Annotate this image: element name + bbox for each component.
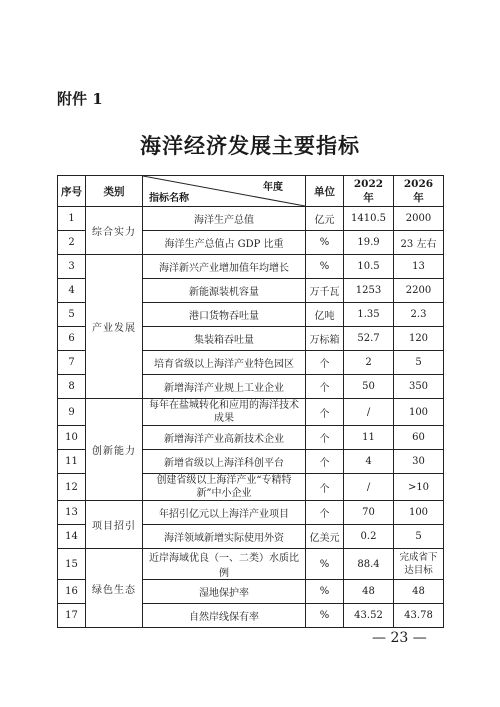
unit-cell: 亿元 bbox=[306, 207, 344, 231]
header-category: 类别 bbox=[86, 176, 143, 207]
category-cell: 综合实力 bbox=[86, 207, 143, 255]
value-2022: / bbox=[344, 474, 394, 501]
row-number: 10 bbox=[58, 426, 86, 450]
row-number: 11 bbox=[58, 450, 86, 474]
table-row bbox=[58, 549, 444, 580]
unit-cell: 亿美元 bbox=[306, 525, 344, 549]
row-number: 6 bbox=[58, 327, 86, 351]
page-number: — 23 — bbox=[372, 630, 427, 646]
header-2022: 2022 年 bbox=[344, 176, 394, 207]
row-number: 3 bbox=[58, 255, 86, 279]
unit-cell: % bbox=[306, 255, 344, 279]
indicator-name: 近岸海域优良（一、二类）水质比例 bbox=[143, 549, 306, 580]
table-row bbox=[58, 501, 444, 525]
indicator-name: 海洋新兴产业增加值年均增长 bbox=[143, 255, 306, 279]
unit-cell: 个 bbox=[306, 450, 344, 474]
header-indicator-year bbox=[143, 176, 306, 207]
category-cell: 创新能力 bbox=[86, 399, 143, 501]
row-number: 9 bbox=[58, 399, 86, 426]
header-indicator: 指标名称 bbox=[149, 193, 189, 204]
table-header-row bbox=[58, 176, 444, 207]
indicator-name: 新能源装机容量 bbox=[143, 279, 306, 303]
value-2022: 19.9 bbox=[344, 231, 394, 255]
value-2026: 5 bbox=[394, 525, 444, 549]
indicator-name: 海洋领域新增实际使用外资 bbox=[143, 525, 306, 549]
value-2026: 120 bbox=[394, 327, 444, 351]
category-cell: 项目招引 bbox=[86, 501, 143, 549]
unit-cell: % bbox=[306, 604, 344, 628]
value-2026: 48 bbox=[394, 580, 444, 604]
attachment-label: 附件 1 bbox=[57, 90, 103, 108]
table-row bbox=[58, 399, 444, 426]
value-2026: 5 bbox=[394, 351, 444, 375]
value-2026: 完成省下达目标 bbox=[394, 549, 444, 580]
row-number: 2 bbox=[58, 231, 86, 255]
indicator-name: 年招引亿元以上海洋产业项目 bbox=[143, 501, 306, 525]
value-2026: 23 左右 bbox=[394, 231, 444, 255]
row-number: 5 bbox=[58, 303, 86, 327]
unit-cell: 个 bbox=[306, 501, 344, 525]
row-number: 4 bbox=[58, 279, 86, 303]
indicator-name: 自然岸线保有率 bbox=[143, 604, 306, 628]
value-2022: / bbox=[344, 399, 394, 426]
row-number: 15 bbox=[58, 549, 86, 580]
category-cell: 绿色生态 bbox=[86, 549, 143, 628]
value-2026: 100 bbox=[394, 501, 444, 525]
unit-cell: 个 bbox=[306, 351, 344, 375]
row-number: 13 bbox=[58, 501, 86, 525]
indicators-table bbox=[57, 175, 444, 628]
row-number: 8 bbox=[58, 375, 86, 399]
unit-cell: % bbox=[306, 549, 344, 580]
indicator-name: 培育省级以上海洋产业特色园区 bbox=[143, 351, 306, 375]
unit-cell: 个 bbox=[306, 426, 344, 450]
indicator-name: 创建省级以上海洋产业“专精特新”中小企业 bbox=[143, 474, 306, 501]
value-2022: 1410.5 bbox=[344, 207, 394, 231]
indicator-name: 海洋生产总值占 GDP 比重 bbox=[143, 231, 306, 255]
unit-cell: % bbox=[306, 580, 344, 604]
unit-cell: 个 bbox=[306, 474, 344, 501]
value-2026: 43.78 bbox=[394, 604, 444, 628]
indicator-name: 每年在盐城转化和应用的海洋技术成果 bbox=[143, 399, 306, 426]
table-row bbox=[58, 255, 444, 279]
unit-cell: 万标箱 bbox=[306, 327, 344, 351]
value-2022: 4 bbox=[344, 450, 394, 474]
value-2026: >10 bbox=[394, 474, 444, 501]
table-row bbox=[58, 207, 444, 231]
header-seq: 序号 bbox=[58, 176, 86, 207]
unit-cell: % bbox=[306, 231, 344, 255]
value-2026: 60 bbox=[394, 426, 444, 450]
row-number: 16 bbox=[58, 580, 86, 604]
indicator-name: 海洋生产总值 bbox=[143, 207, 306, 231]
value-2026: 350 bbox=[394, 375, 444, 399]
value-2022: 52.7 bbox=[344, 327, 394, 351]
indicator-name: 新增海洋产业高新技术企业 bbox=[143, 426, 306, 450]
header-unit: 单位 bbox=[306, 176, 344, 207]
value-2022: 2 bbox=[344, 351, 394, 375]
value-2022: 88.4 bbox=[344, 549, 394, 580]
unit-cell: 亿吨 bbox=[306, 303, 344, 327]
value-2022: 50 bbox=[344, 375, 394, 399]
value-2026: 13 bbox=[394, 255, 444, 279]
value-2022: 0.2 bbox=[344, 525, 394, 549]
indicator-name: 新增海洋产业规上工业企业 bbox=[143, 375, 306, 399]
value-2022: 43.52 bbox=[344, 604, 394, 628]
value-2026: 2.3 bbox=[394, 303, 444, 327]
value-2026: 100 bbox=[394, 399, 444, 426]
unit-cell: 万千瓦 bbox=[306, 279, 344, 303]
unit-cell: 个 bbox=[306, 375, 344, 399]
value-2022: 10.5 bbox=[344, 255, 394, 279]
indicator-name: 湿地保护率 bbox=[143, 580, 306, 604]
header-2026: 2026 年 bbox=[394, 176, 444, 207]
indicator-name: 港口货物吞吐量 bbox=[143, 303, 306, 327]
value-2022: 1.35 bbox=[344, 303, 394, 327]
value-2026: 2200 bbox=[394, 279, 444, 303]
value-2022: 48 bbox=[344, 580, 394, 604]
value-2022: 70 bbox=[344, 501, 394, 525]
indicator-name: 新增省级以上海洋科创平台 bbox=[143, 450, 306, 474]
document-title: 海洋经济发展主要指标 bbox=[140, 133, 360, 158]
unit-cell: 个 bbox=[306, 399, 344, 426]
header-year: 年度 bbox=[263, 182, 283, 193]
row-number: 1 bbox=[58, 207, 86, 231]
value-2022: 1253 bbox=[344, 279, 394, 303]
row-number: 14 bbox=[58, 525, 86, 549]
value-2026: 2000 bbox=[394, 207, 444, 231]
row-number: 7 bbox=[58, 351, 86, 375]
value-2022: 11 bbox=[344, 426, 394, 450]
indicator-name: 集装箱吞吐量 bbox=[143, 327, 306, 351]
value-2026: 30 bbox=[394, 450, 444, 474]
row-number: 17 bbox=[58, 604, 86, 628]
row-number: 12 bbox=[58, 474, 86, 501]
category-cell: 产业发展 bbox=[86, 255, 143, 399]
